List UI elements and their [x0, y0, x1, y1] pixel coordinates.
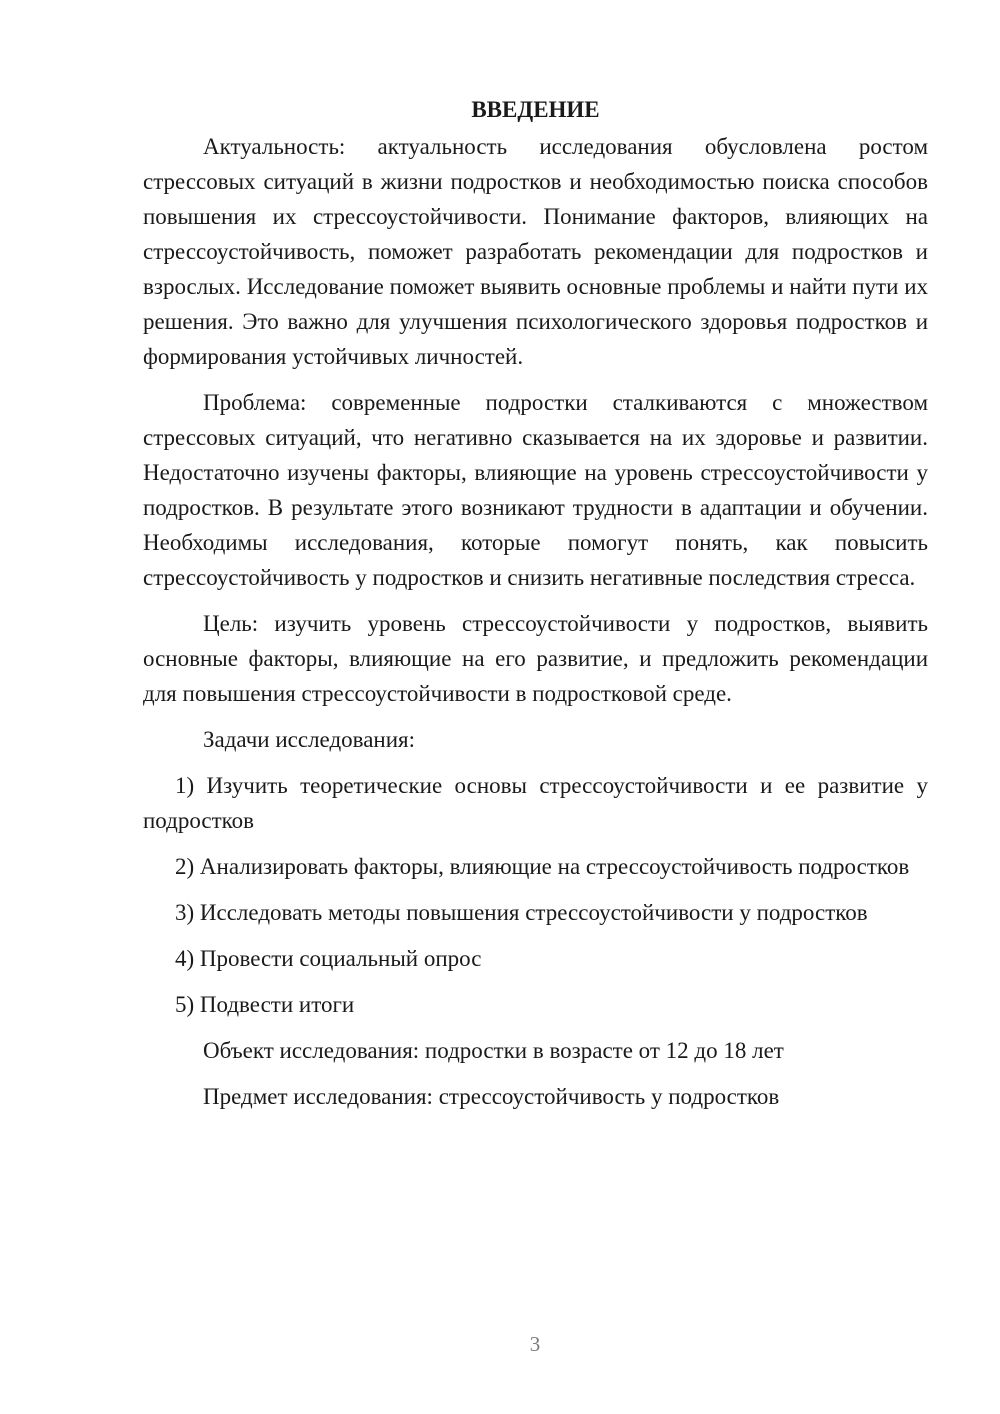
document-body — [143, 92, 928, 1125]
task-item: 1) Изучить теоретические основы стрессоустойчивости и ее развитие у подростков — [143, 773, 928, 833]
tasks-list — [143, 768, 928, 1022]
tasks-heading: Задачи исследования: — [203, 727, 416, 752]
paragraph-relevance: Актуальность: актуальность исследования обусловлена ростом стрессовых ситуаций в жизни подростков и необходимостью поиска способов повышения их стрессоустойчивости. Понимание факторов, влияющих на стрессоустойчивость, поможет разработать рекомендации для подростков и взрослых. Исследование поможет выявить основные проблемы и найти пути их решения. Это важно для улучшения психологического здоровья подростков и формирования устойчивых личностей. — [143, 134, 928, 369]
page-number: 3 — [529, 1332, 541, 1356]
task-item: 5) Подвести итоги — [175, 992, 355, 1017]
page-title: ВВЕДЕНИЕ — [471, 97, 600, 122]
task-item: 3) Исследовать методы повышения стрессоустойчивости у подростков — [175, 900, 868, 925]
paragraph-problem: Проблема: современные подростки сталкиваются с множеством стрессовых ситуаций, что негативно сказывается на их здоровье и развитии. Недостаточно изучены факторы, влияющие на уровень стрессоустойчивости у подростков. В результате этого возникают трудности в адаптации и обучении. Необходимы исследования, которые помогут понять, как повысить стрессоустойчивость у подростков и снизить негативные последствия стресса. — [143, 390, 928, 590]
task-item: 4) Провести социальный опрос — [175, 946, 482, 971]
task-item: 2) Анализировать факторы, влияющие на стрессоустойчивость подростков — [175, 854, 910, 879]
paragraph-goal: Цель: изучить уровень стрессоустойчивости у подростков, выявить основные факторы, влияющие на его развитие, и предложить рекомендации для повышения стрессоустойчивости в подростковой среде. — [143, 611, 928, 706]
research-subject: Предмет исследования: стрессоустойчивость у подростков — [203, 1084, 780, 1109]
research-object: Объект исследования: подростки в возрасте от 12 до 18 лет — [203, 1038, 784, 1063]
